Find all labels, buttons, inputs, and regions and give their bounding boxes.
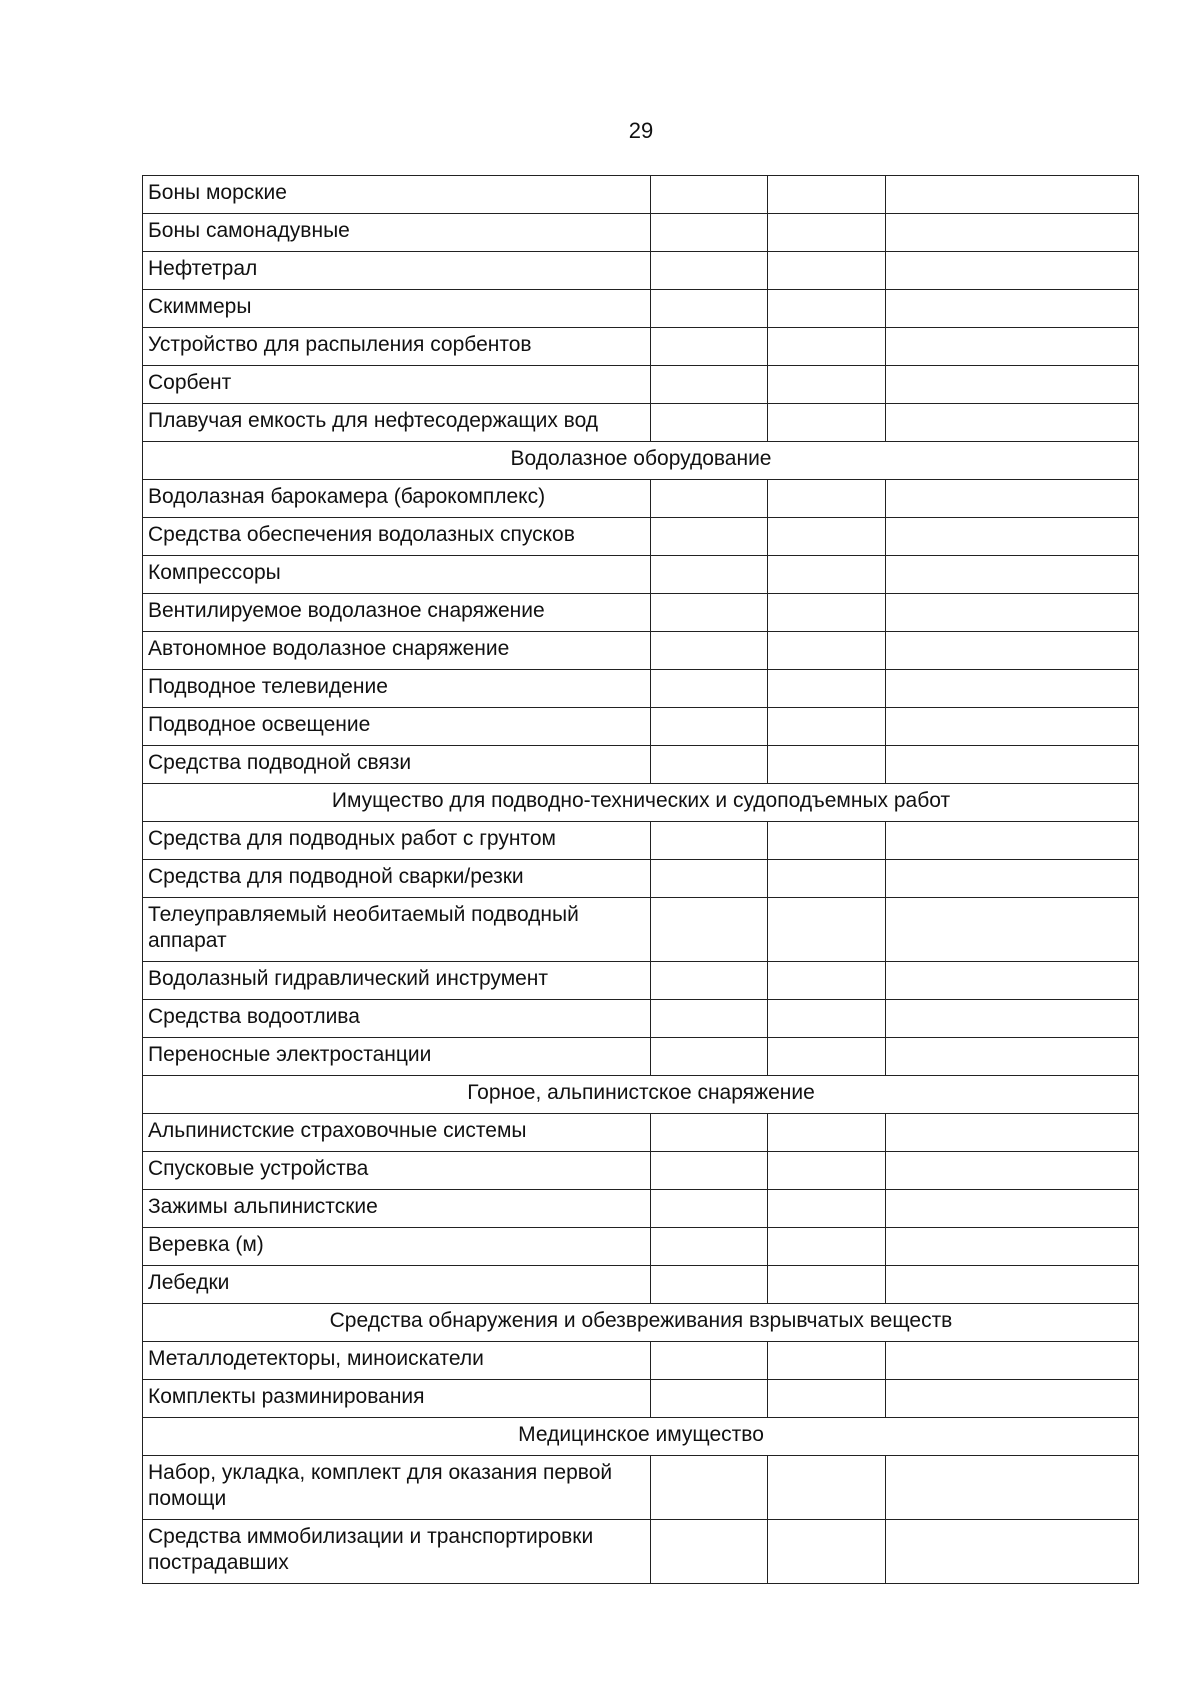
- empty-cell-2: [768, 860, 886, 898]
- table-row: [143, 860, 1139, 898]
- empty-cell-3: [886, 708, 1139, 746]
- section-header-label: Средства обнаружения и обезвреживания взрывчатых веществ: [143, 1304, 1139, 1342]
- table-row: [143, 670, 1139, 708]
- item-name-cell: Веревка (м): [143, 1228, 651, 1266]
- item-name-cell: Устройство для распыления сорбентов: [143, 328, 651, 366]
- empty-cell-3: [886, 1456, 1139, 1520]
- empty-cell-3: [886, 962, 1139, 1000]
- empty-cell-1: [651, 594, 768, 632]
- item-name-cell: Боны самонадувные: [143, 214, 651, 252]
- empty-cell-2: [768, 1342, 886, 1380]
- empty-cell-1: [651, 1342, 768, 1380]
- empty-cell-3: [886, 746, 1139, 784]
- empty-cell-1: [651, 252, 768, 290]
- table-row: [143, 1380, 1139, 1418]
- empty-cell-2: [768, 632, 886, 670]
- empty-cell-3: [886, 1342, 1139, 1380]
- empty-cell-3: [886, 670, 1139, 708]
- empty-cell-2: [768, 1152, 886, 1190]
- empty-cell-2: [768, 176, 886, 214]
- empty-cell-3: [886, 1520, 1139, 1584]
- table-row: [143, 632, 1139, 670]
- empty-cell-2: [768, 1228, 886, 1266]
- item-name-cell: Подводное телевидение: [143, 670, 651, 708]
- section-header-row: [143, 442, 1139, 480]
- table-row: [143, 1000, 1139, 1038]
- table-row: [143, 1342, 1139, 1380]
- empty-cell-1: [651, 518, 768, 556]
- empty-cell-2: [768, 404, 886, 442]
- empty-cell-3: [886, 328, 1139, 366]
- item-name-cell: Плавучая емкость для нефтесодержащих вод: [143, 404, 651, 442]
- empty-cell-2: [768, 556, 886, 594]
- table-row: [143, 1520, 1139, 1584]
- item-name-cell: Вентилируемое водолазное снаряжение: [143, 594, 651, 632]
- item-name-cell: Средства обеспечения водолазных спусков: [143, 518, 651, 556]
- empty-cell-1: [651, 1190, 768, 1228]
- empty-cell-3: [886, 1228, 1139, 1266]
- empty-cell-2: [768, 1000, 886, 1038]
- empty-cell-1: [651, 214, 768, 252]
- empty-cell-2: [768, 518, 886, 556]
- table-row: [143, 708, 1139, 746]
- empty-cell-2: [768, 1038, 886, 1076]
- empty-cell-2: [768, 290, 886, 328]
- empty-cell-2: [768, 480, 886, 518]
- item-name-cell: Средства иммобилизации и транспортировки пострадавших: [143, 1520, 651, 1584]
- table-row: [143, 898, 1139, 962]
- empty-cell-1: [651, 176, 768, 214]
- empty-cell-1: [651, 480, 768, 518]
- empty-cell-3: [886, 518, 1139, 556]
- empty-cell-1: [651, 746, 768, 784]
- item-name-cell: Зажимы альпинистские: [143, 1190, 651, 1228]
- item-name-cell: Средства для подводной сварки/резки: [143, 860, 651, 898]
- empty-cell-1: [651, 1520, 768, 1584]
- empty-cell-3: [886, 480, 1139, 518]
- empty-cell-3: [886, 1266, 1139, 1304]
- empty-cell-2: [768, 708, 886, 746]
- table-row: [143, 328, 1139, 366]
- empty-cell-1: [651, 822, 768, 860]
- item-name-cell: Телеуправляемый необитаемый подводный аппарат: [143, 898, 651, 962]
- section-header-row: [143, 1418, 1139, 1456]
- empty-cell-2: [768, 214, 886, 252]
- empty-cell-3: [886, 176, 1139, 214]
- empty-cell-2: [768, 328, 886, 366]
- empty-cell-3: [886, 1114, 1139, 1152]
- empty-cell-1: [651, 670, 768, 708]
- empty-cell-2: [768, 1114, 886, 1152]
- empty-cell-3: [886, 404, 1139, 442]
- empty-cell-3: [886, 1000, 1139, 1038]
- table-row: [143, 594, 1139, 632]
- empty-cell-3: [886, 632, 1139, 670]
- empty-cell-1: [651, 1000, 768, 1038]
- empty-cell-1: [651, 708, 768, 746]
- item-name-cell: Альпинистские страховочные системы: [143, 1114, 651, 1152]
- item-name-cell: Скиммеры: [143, 290, 651, 328]
- empty-cell-1: [651, 1114, 768, 1152]
- section-header-label: Имущество для подводно-технических и судоподъемных работ: [143, 784, 1139, 822]
- empty-cell-2: [768, 366, 886, 404]
- item-name-cell: Средства водоотлива: [143, 1000, 651, 1038]
- item-name-cell: Лебедки: [143, 1266, 651, 1304]
- empty-cell-3: [886, 822, 1139, 860]
- empty-cell-2: [768, 1190, 886, 1228]
- item-name-cell: Переносные электростанции: [143, 1038, 651, 1076]
- table-row: [143, 480, 1139, 518]
- empty-cell-1: [651, 1038, 768, 1076]
- empty-cell-3: [886, 1380, 1139, 1418]
- empty-cell-3: [886, 366, 1139, 404]
- section-header-label: Горное, альпинистское снаряжение: [143, 1076, 1139, 1114]
- table-row: [143, 176, 1139, 214]
- empty-cell-1: [651, 1456, 768, 1520]
- empty-cell-3: [886, 594, 1139, 632]
- item-name-cell: Компрессоры: [143, 556, 651, 594]
- empty-cell-1: [651, 556, 768, 594]
- empty-cell-2: [768, 746, 886, 784]
- empty-cell-1: [651, 632, 768, 670]
- inventory-table: [142, 175, 1139, 1584]
- empty-cell-1: [651, 1152, 768, 1190]
- empty-cell-1: [651, 290, 768, 328]
- page-number: 29: [628, 118, 654, 143]
- table-row: [143, 822, 1139, 860]
- table-row: [143, 404, 1139, 442]
- table-row: [143, 1228, 1139, 1266]
- section-header-label: Медицинское имущество: [143, 1418, 1139, 1456]
- empty-cell-2: [768, 898, 886, 962]
- empty-cell-3: [886, 860, 1139, 898]
- empty-cell-3: [886, 214, 1139, 252]
- item-name-cell: Водолазный гидравлический инструмент: [143, 962, 651, 1000]
- item-name-cell: Средства для подводных работ с грунтом: [143, 822, 651, 860]
- inventory-table-body: [143, 176, 1139, 1584]
- empty-cell-2: [768, 962, 886, 1000]
- item-name-cell: Боны морские: [143, 176, 651, 214]
- table-row: [143, 1114, 1139, 1152]
- table-row: [143, 1456, 1139, 1520]
- empty-cell-1: [651, 860, 768, 898]
- empty-cell-1: [651, 1266, 768, 1304]
- section-header-label: Водолазное оборудование: [143, 442, 1139, 480]
- empty-cell-1: [651, 898, 768, 962]
- empty-cell-1: [651, 404, 768, 442]
- table-row: [143, 1266, 1139, 1304]
- table-row: [143, 290, 1139, 328]
- empty-cell-3: [886, 1152, 1139, 1190]
- table-row: [143, 1038, 1139, 1076]
- item-name-cell: Средства подводной связи: [143, 746, 651, 784]
- empty-cell-1: [651, 1380, 768, 1418]
- empty-cell-3: [886, 252, 1139, 290]
- item-name-cell: Нефтетрал: [143, 252, 651, 290]
- table-row: [143, 252, 1139, 290]
- empty-cell-3: [886, 290, 1139, 328]
- item-name-cell: Спусковые устройства: [143, 1152, 651, 1190]
- table-row: [143, 366, 1139, 404]
- item-name-cell: Набор, укладка, комплект для оказания первой помощи: [143, 1456, 651, 1520]
- item-name-cell: Сорбент: [143, 366, 651, 404]
- section-header-row: [143, 1076, 1139, 1114]
- empty-cell-2: [768, 1380, 886, 1418]
- empty-cell-2: [768, 1520, 886, 1584]
- empty-cell-2: [768, 822, 886, 860]
- section-header-row: [143, 784, 1139, 822]
- empty-cell-1: [651, 1228, 768, 1266]
- item-name-cell: Комплекты разминирования: [143, 1380, 651, 1418]
- empty-cell-1: [651, 366, 768, 404]
- table-row: [143, 1190, 1139, 1228]
- section-header-row: [143, 1304, 1139, 1342]
- table-row: [143, 556, 1139, 594]
- item-name-cell: Автономное водолазное снаряжение: [143, 632, 651, 670]
- item-name-cell: Водолазная барокамера (барокомплекс): [143, 480, 651, 518]
- table-row: [143, 518, 1139, 556]
- table-row: [143, 214, 1139, 252]
- empty-cell-3: [886, 556, 1139, 594]
- empty-cell-2: [768, 594, 886, 632]
- empty-cell-1: [651, 962, 768, 1000]
- empty-cell-3: [886, 1190, 1139, 1228]
- item-name-cell: Металлодетекторы, миноискатели: [143, 1342, 651, 1380]
- empty-cell-1: [651, 328, 768, 366]
- empty-cell-2: [768, 1456, 886, 1520]
- empty-cell-2: [768, 252, 886, 290]
- table-row: [143, 1152, 1139, 1190]
- table-row: [143, 746, 1139, 784]
- empty-cell-2: [768, 1266, 886, 1304]
- empty-cell-2: [768, 670, 886, 708]
- empty-cell-3: [886, 898, 1139, 962]
- table-row: [143, 962, 1139, 1000]
- item-name-cell: Подводное освещение: [143, 708, 651, 746]
- empty-cell-3: [886, 1038, 1139, 1076]
